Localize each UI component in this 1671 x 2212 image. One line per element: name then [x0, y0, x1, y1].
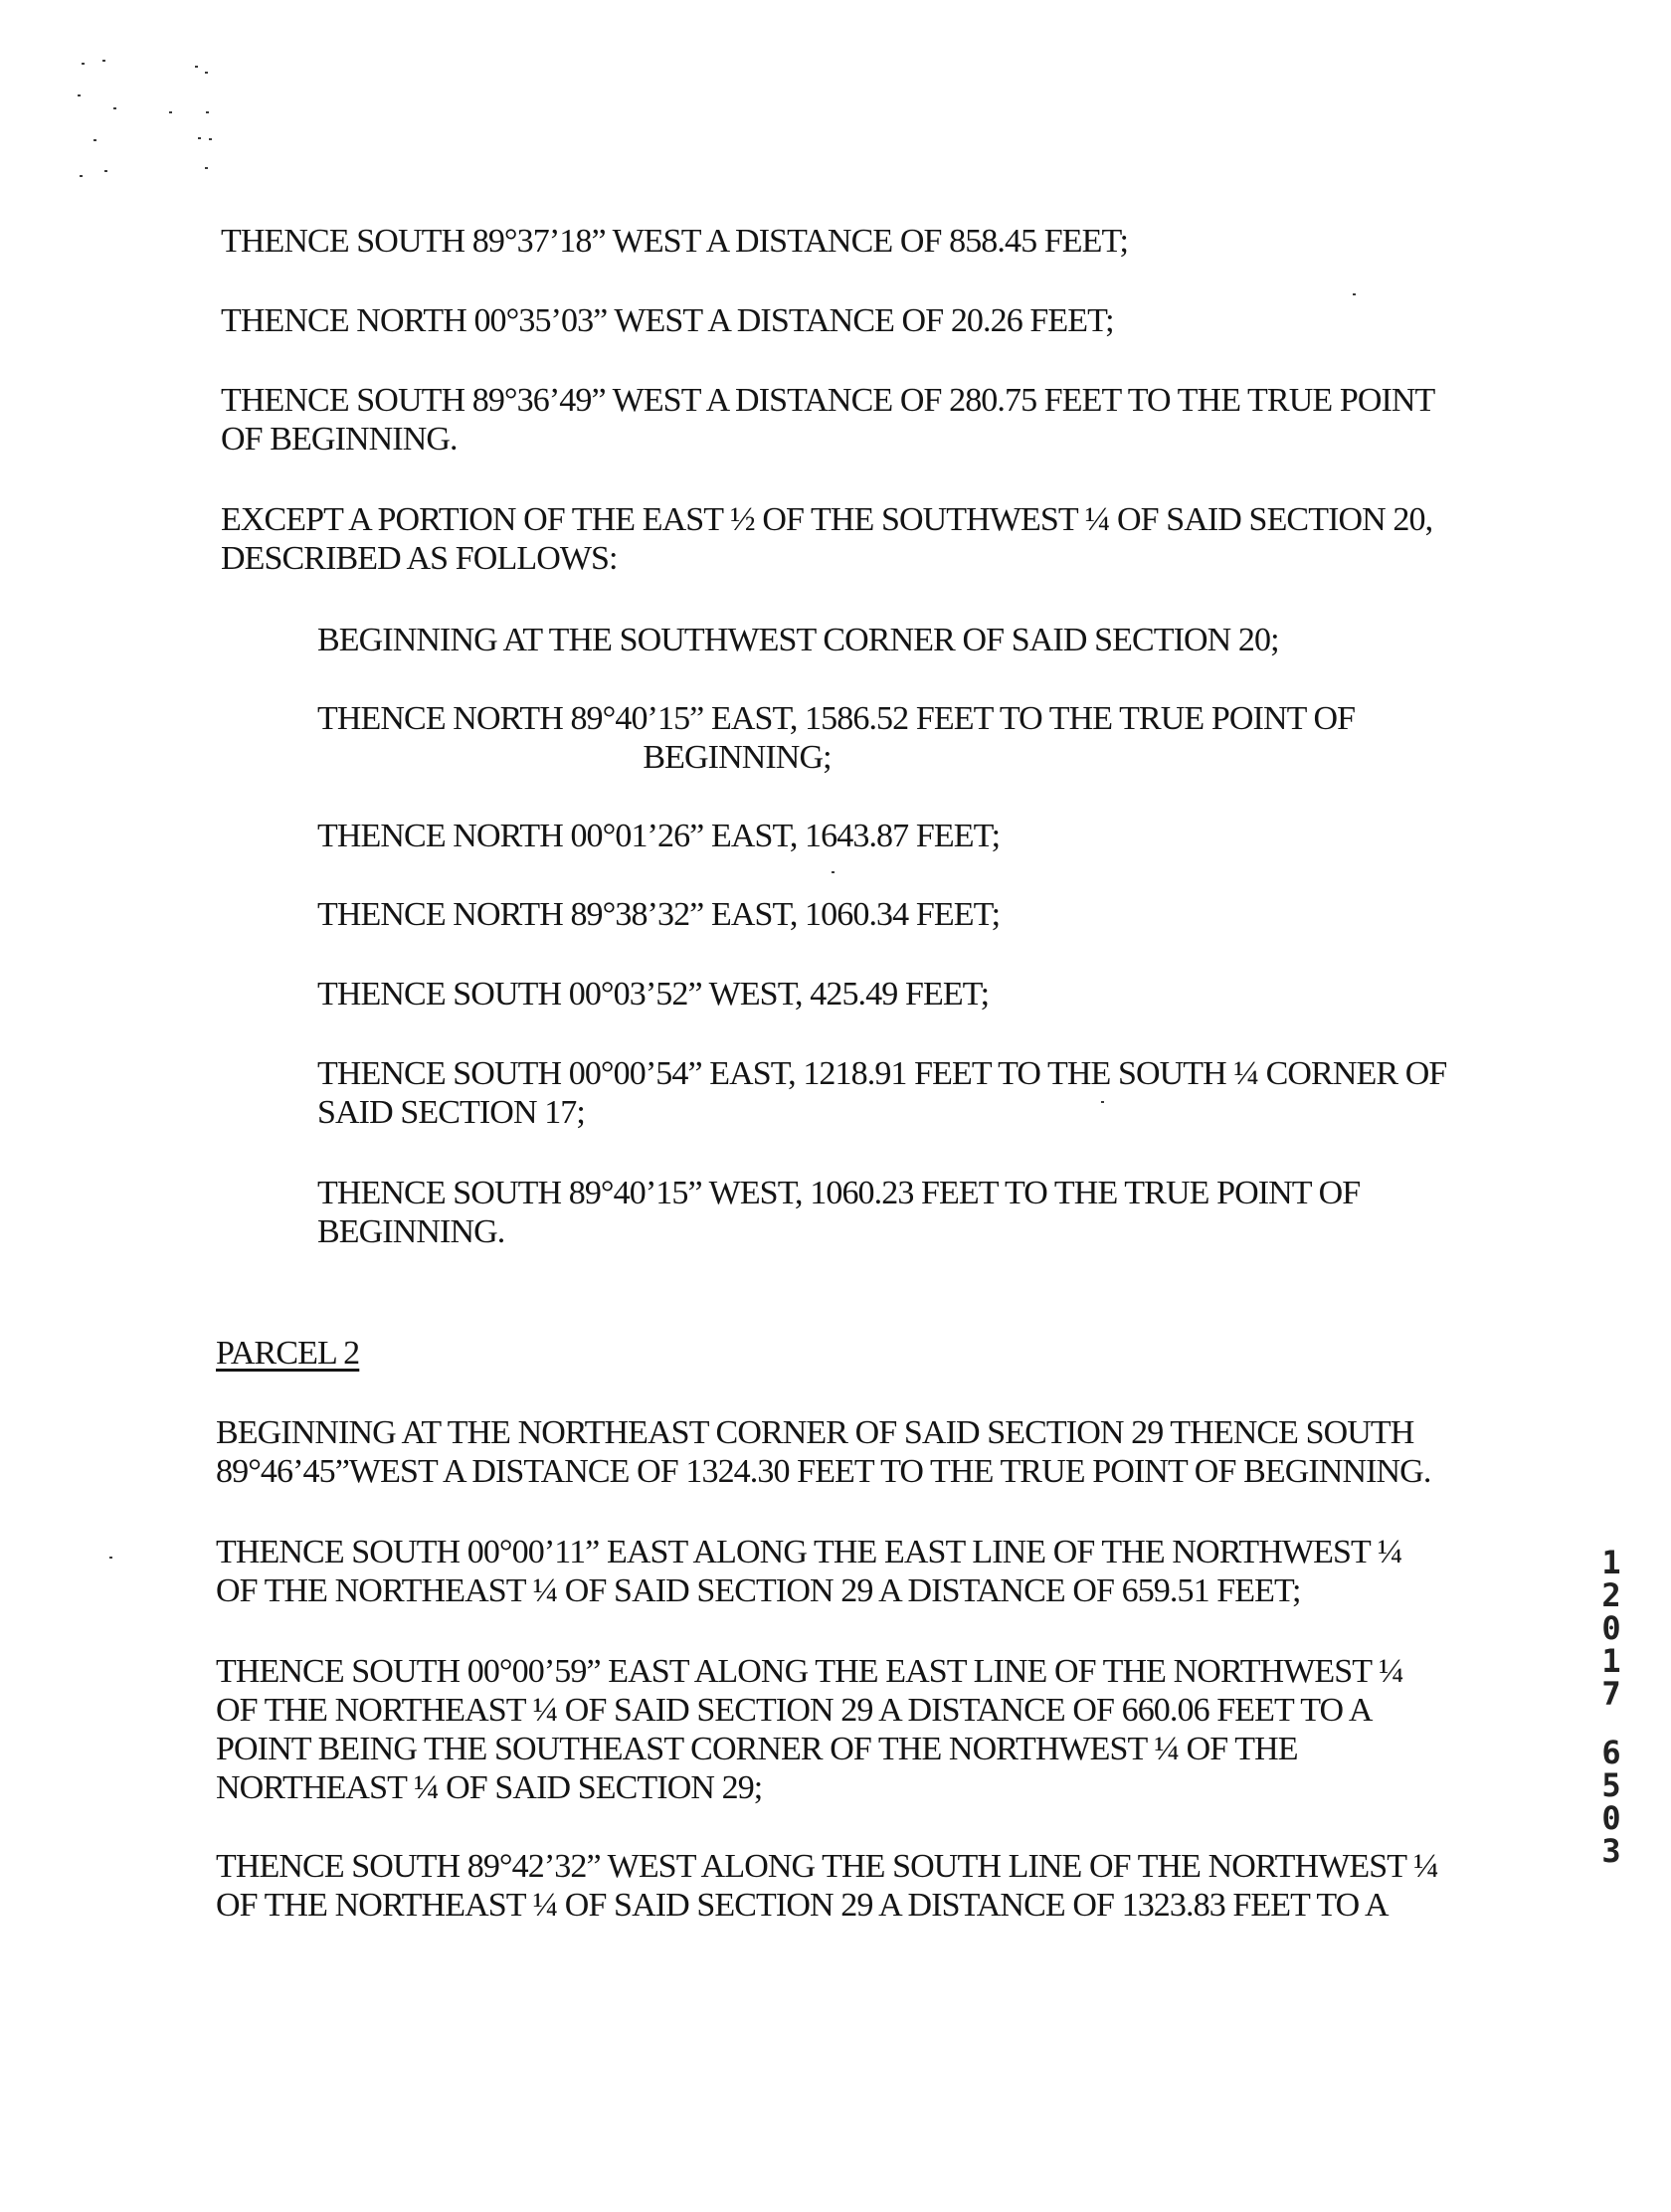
course-paragraph-1: THENCE SOUTH 89°37’18” WEST A DISTANCE OF 858.45 FEET; [221, 223, 1129, 260]
parcel-2-beginning: BEGINNING AT THE NORTHEAST CORNER OF SAID SECTION 29 THENCE SOUTH 89°46’45”WEST A DISTANCE OF 1324.30 FEET TO THE TRUE POINT OF BEGINNING. [216, 1414, 1431, 1490]
course-paragraph-2: THENCE NORTH 00°35’03” WEST A DISTANCE OF 20.26 FEET; [221, 302, 1114, 339]
exception-course-5: THENCE SOUTH 00°03’52” WEST, 425.49 FEET; [317, 976, 990, 1013]
parcel-2-course-3: THENCE SOUTH 89°42’32” WEST ALONG THE SOUTH LINE OF THE NORTHWEST ¼ OF THE NORTHEAST ¼ OF SAID SECTION 29 A DISTANCE OF 1323.83 FEET TO A [216, 1848, 1438, 1924]
exception-paragraph: EXCEPT A PORTION OF THE EAST ½ OF THE SOUTHWEST ¼ OF SAID SECTION 20, DESCRIBED AS FOLLOWS: [221, 501, 1433, 577]
exception-course-6: THENCE SOUTH 00°00’54” EAST, 1218.91 FEET TO THE SOUTH ¼ CORNER OF SAID SECTION 17; [317, 1055, 1447, 1131]
recording-number-stamp: 1 2 0 1 7 6 5 0 3 [1601, 1544, 1621, 1870]
exception-course-3: THENCE NORTH 00°01’26” EAST, 1643.87 FEET; [317, 818, 1001, 854]
exception-course-2: THENCE NORTH 89°40’15” EAST, 1586.52 FEET TO THE TRUE POINT OF BEGINNING; [317, 700, 1356, 776]
parcel-2-course-2: THENCE SOUTH 00°00’59” EAST ALONG THE EAST LINE OF THE NORTHWEST ¼ OF THE NORTHEAST ¼ OF SAID SECTION 29 A DISTANCE OF 660.06 FEET TO A POINT BEING THE SOUTHEAST CORNER OF THE NORTHWEST ¼ OF THE NORTHEAST ¼ OF SAID SECTION 29; [216, 1653, 1403, 1806]
exception-course-1: BEGINNING AT THE SOUTHWEST CORNER OF SAID SECTION 20; [317, 622, 1279, 658]
exception-course-4: THENCE NORTH 89°38’32” EAST, 1060.34 FEET; [317, 896, 1001, 933]
parcel-heading: PARCEL 2 [216, 1335, 360, 1372]
parcel-2-course-1: THENCE SOUTH 00°00’11” EAST ALONG THE EAST LINE OF THE NORTHWEST ¼ OF THE NORTHEAST ¼ OF SAID SECTION 29 A DISTANCE OF 659.51 FEET; [216, 1534, 1402, 1609]
exception-course-7: THENCE SOUTH 89°40’15” WEST, 1060.23 FEET TO THE TRUE POINT OF BEGINNING. [317, 1175, 1361, 1250]
course-paragraph-3: THENCE SOUTH 89°36’49” WEST A DISTANCE OF 280.75 FEET TO THE TRUE POINT OF BEGINNING. [221, 382, 1435, 458]
